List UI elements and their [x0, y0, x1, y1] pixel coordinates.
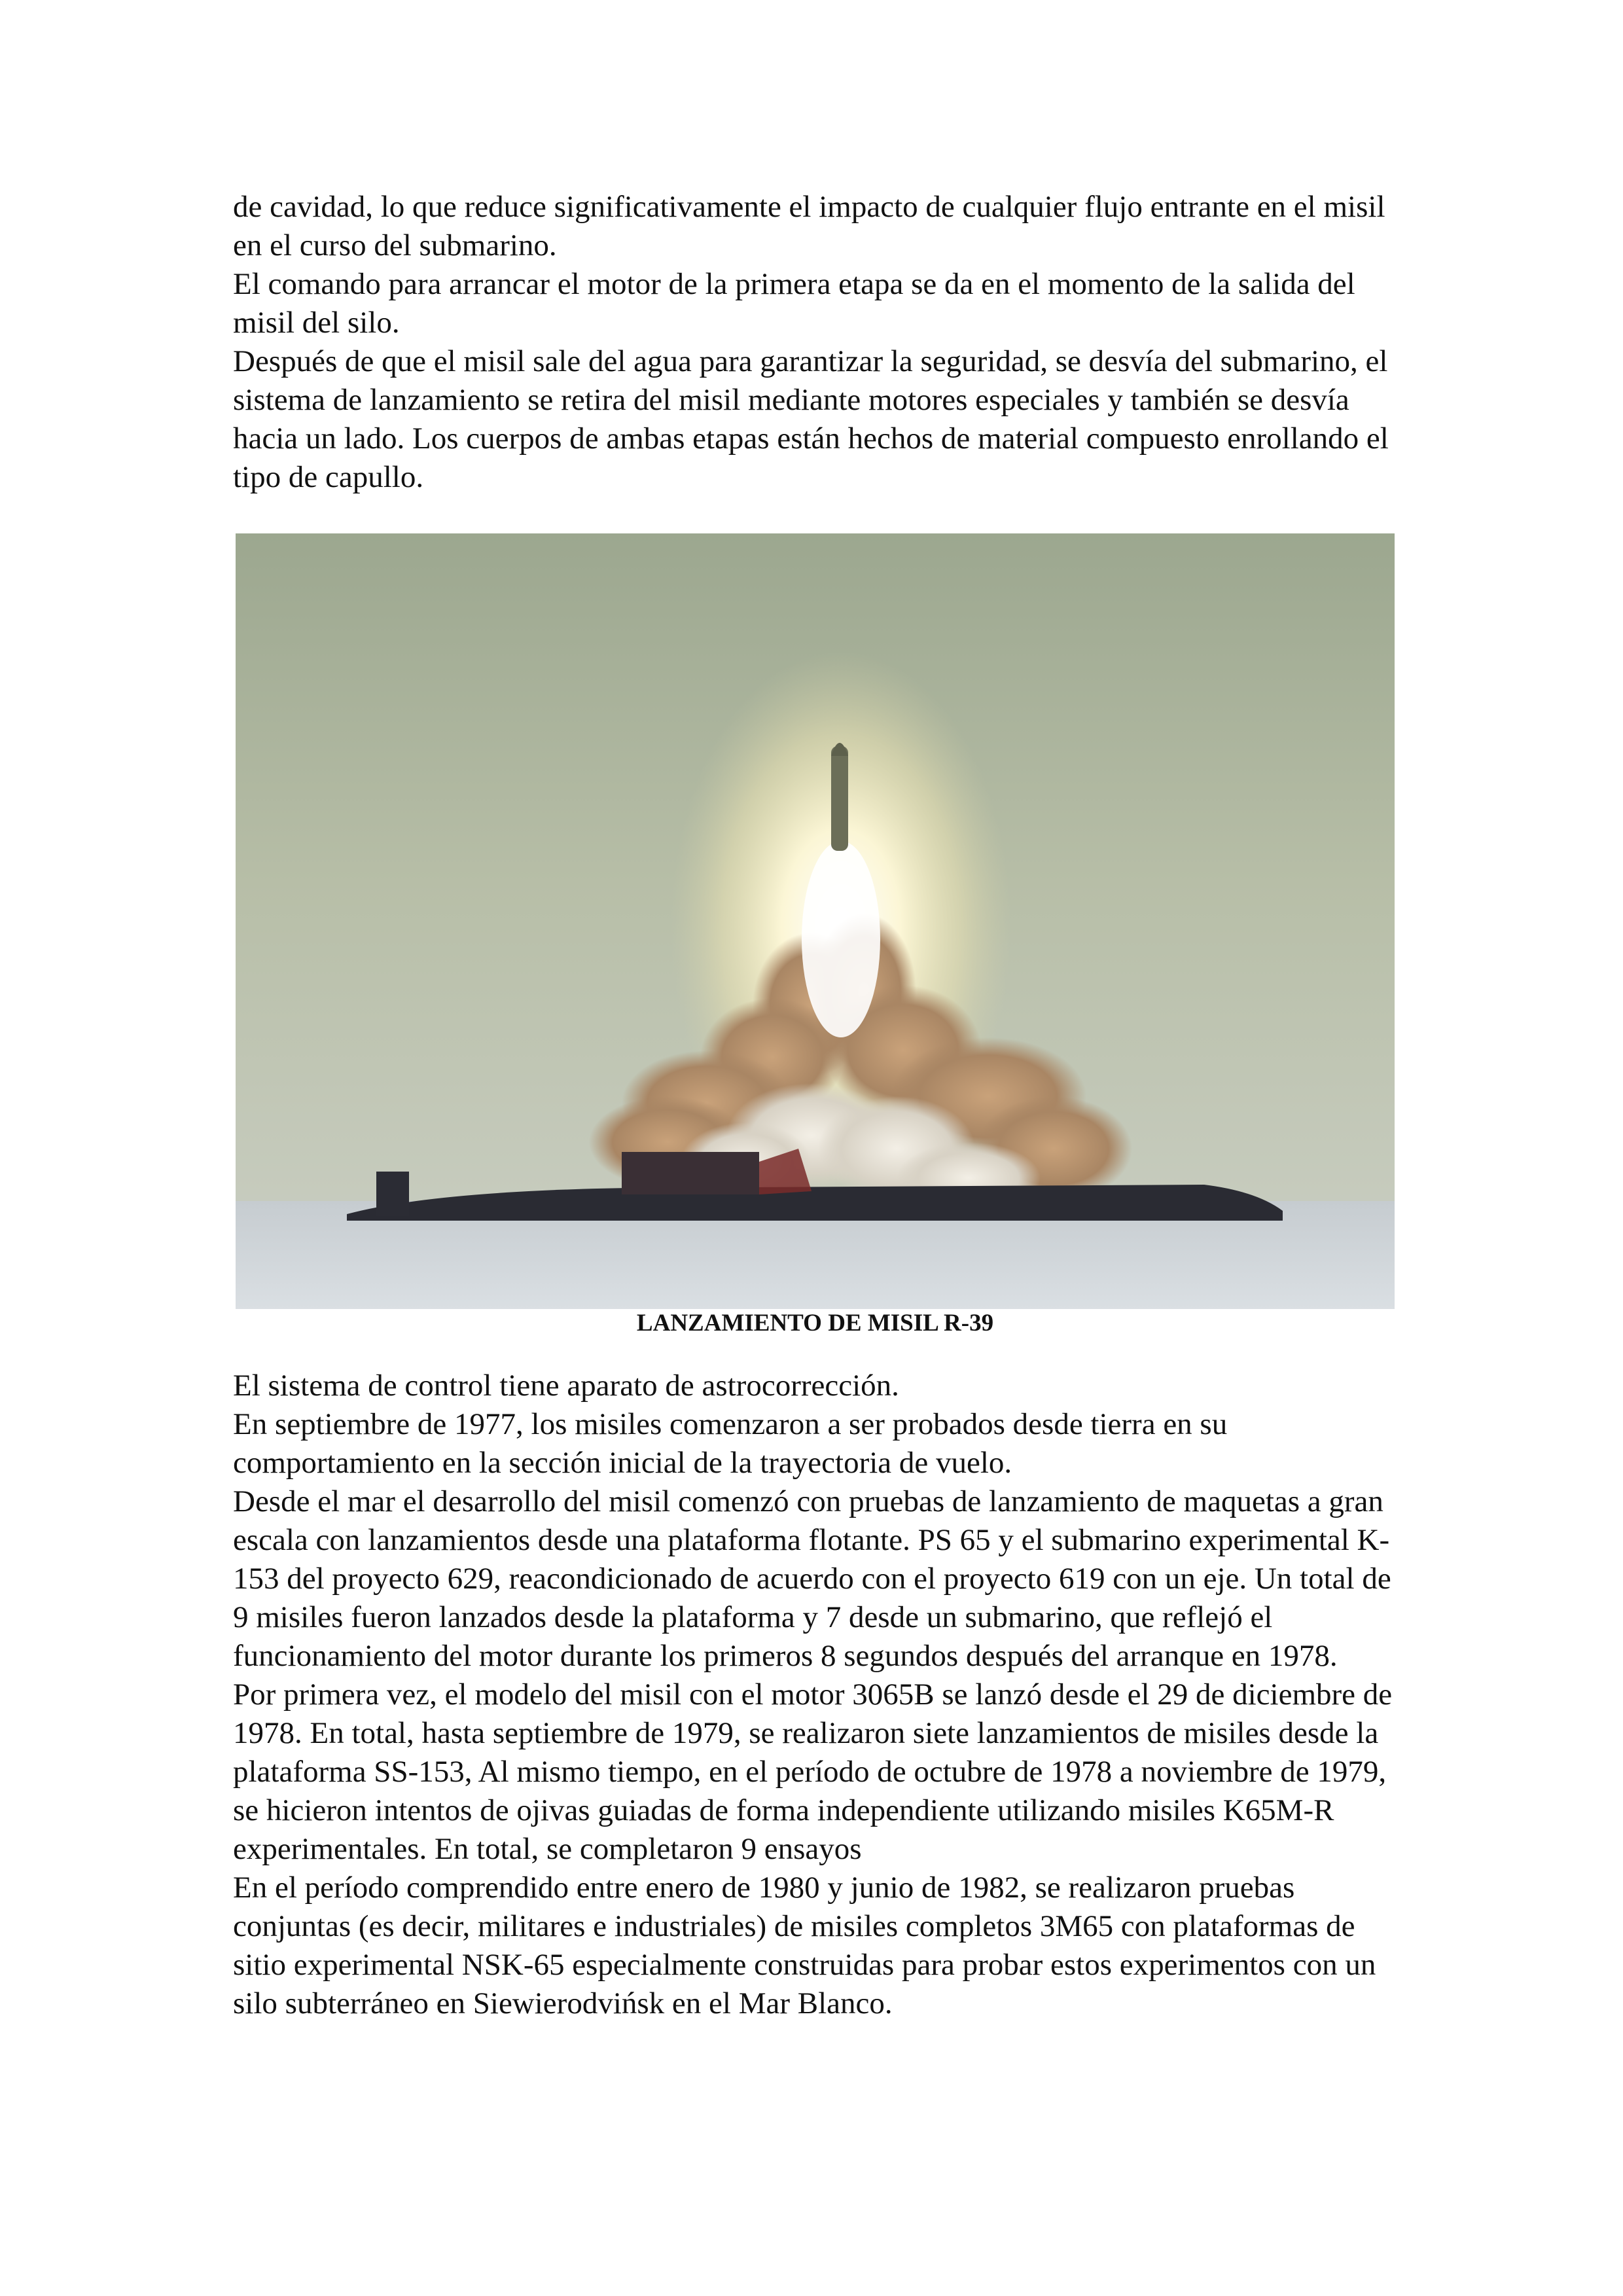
paragraph: Después de que el misil sale del agua para garantizar la seguridad, se desvía del submarino, el sistema de lanzamiento se retira del misil mediante motores especiales y también se desvía hacia un lado. Los cuerpos de ambas etapas están hechos de material compuesto enrollando el tipo de capullo.: [233, 344, 1389, 494]
paragraph: Por primera vez, el modelo del misil con el motor 3065B se lanzó desde el 29 de diciembre de 1978. En total, hasta septiembre de 1979, se realizaron siete lanzamientos de misiles desde la plataforma SS-153, Al mismo tiempo, en el período de octubre de 1978 a noviembre de 1979, se hicieron intentos de ojivas guiadas de forma independiente utilizando misiles K65M-R experimentales. En total, se completaron 9 ensayos: [233, 1677, 1393, 1866]
paragraph: En septiembre de 1977, los misiles comenzaron a ser probados desde tierra en su comportamiento en la sección inicial de la trayectoria de vuelo.: [233, 1407, 1228, 1480]
missile-launch-photo: [236, 533, 1395, 1309]
missile: [831, 746, 848, 851]
paragraph: El sistema de control tiene aparato de astrocorrección.: [233, 1369, 899, 1403]
figure-caption: LANZAMIENTO DE MISIL R-39: [636, 1310, 994, 1336]
top-text-block: [233, 188, 1404, 497]
paragraph: de cavidad, lo que reduce significativamente el impacto de cualquier flujo entrante en el misil en el curso del submarino.: [233, 190, 1385, 262]
bottom-text-block: [233, 1367, 1404, 2023]
paragraph: El comando para arrancar el motor de la primera etapa se da en el momento de la salida del misil del silo.: [233, 267, 1355, 340]
paragraph: Desde el mar el desarrollo del misil comenzó con pruebas de lanzamiento de maquetas a gran escala con lanzamientos desde una plataforma flotante. PS 65 y el submarino experimental K-153 del proyecto 629, reacondicionado de acuerdo con el proyecto 619 con un eje. Un total de 9 misiles fueron lanzados desde la plataforma y 7 desde un submarino, que reflejó el funcionamiento del motor durante los primeros 8 segundos después del arranque en 1978.: [233, 1484, 1391, 1673]
paragraph: En el período comprendido entre enero de 1980 y junio de 1982, se realizaron pruebas conjuntas (es decir, militares e industriales) de misiles completos 3M65 con plataformas de sitio experimental NSK-65 especialmente construidas para probar estos experimentos con un silo subterráneo en Siewierodvińsk en el Mar Blanco.: [233, 1871, 1376, 2020]
